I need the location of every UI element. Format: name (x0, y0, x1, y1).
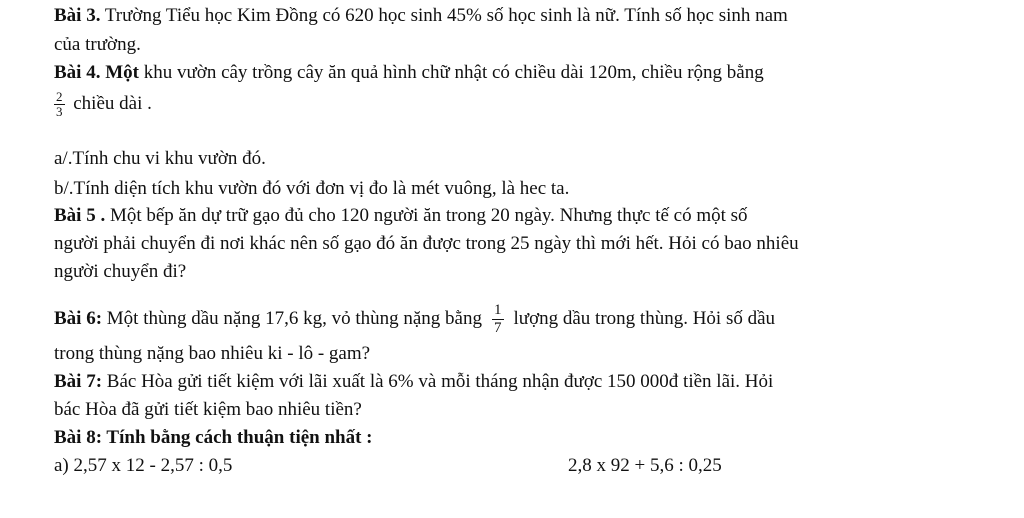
bai8-expression-a: a) 2,57 x 12 - 2,57 : 0,5 (54, 455, 233, 476)
fraction-numerator: 1 (494, 302, 502, 318)
bai4-part-b: b/.Tính diện tích khu vườn đó với đơn vị đo là mét vuông, là hec ta. (54, 178, 570, 199)
bai4-line-1 (54, 61, 764, 85)
bai3-line-2: của trường. (54, 34, 141, 55)
bai6-label: Bài 6: (54, 307, 103, 329)
bai3-text-1: Trường Tiểu học Kim Đồng có 620 học sinh 45% số học sinh là nữ. Tính số học sinh nam (100, 5, 788, 26)
bai4-part-a: a/.Tính chu vi khu vườn đó. (54, 148, 266, 169)
fraction-one-seventh (492, 302, 504, 337)
bai4-text-1: khu vườn cây trồng cây ăn quả hình chữ nhật có chiều dài 120m, chiều rộng bằng (138, 62, 764, 83)
bai8-heading: Bài 8: Tính bằng cách thuận tiện nhất : (54, 427, 373, 448)
bai5-text-1: Một bếp ăn dự trữ gạo đủ cho 120 người ăn trong 20 ngày. Nhưng thực tế có một số (105, 205, 748, 226)
bai3-label: Bài 3. (54, 5, 101, 26)
bai7-text-1: Bác Hòa gửi tiết kiệm với lãi xuất là 6% và mỗi tháng nhận được 150 000đ tiền lãi. Hỏi (102, 371, 774, 392)
bai4-label: Bài 4. Một (54, 62, 139, 83)
fraction-two-thirds (54, 90, 65, 119)
bai8-expression-b: 2,8 x 92 + 5,6 : 0,25 (568, 455, 722, 476)
bai7-label: Bài 7: (54, 371, 103, 392)
fraction-numerator: 2 (56, 89, 63, 104)
bai7-line-1 (54, 370, 773, 394)
bai6-text-1b: lượng dầu trong thùng. Hỏi số dầu (513, 307, 776, 329)
bai3-line-1 (54, 4, 788, 28)
fraction-denominator: 7 (494, 320, 502, 336)
fraction-denominator: 3 (56, 104, 63, 119)
bai5-line-1 (54, 204, 748, 228)
bai7-line-2: bác Hòa đã gửi tiết kiệm bao nhiêu tiền? (54, 399, 362, 420)
bai4-text-2: chiều dài . (68, 92, 152, 114)
bai5-line-2: người phải chuyển đi nơi khác nên số gạo đó ăn được trong 25 ngày thì mới hết. Hỏi có bao nhiêu (54, 233, 799, 254)
bai6-line-2: trong thùng nặng bao nhiêu ki - lô - gam? (54, 343, 371, 364)
bai5-line-3: người chuyển đi? (54, 261, 187, 282)
bai6-text-1a: Một thùng dầu nặng 17,6 kg, vỏ thùng nặng bằng (102, 307, 482, 329)
bai4-line-2 (50, 90, 152, 119)
bai5-label: Bài 5 . (54, 205, 106, 226)
bai6-line-1 (54, 302, 775, 337)
